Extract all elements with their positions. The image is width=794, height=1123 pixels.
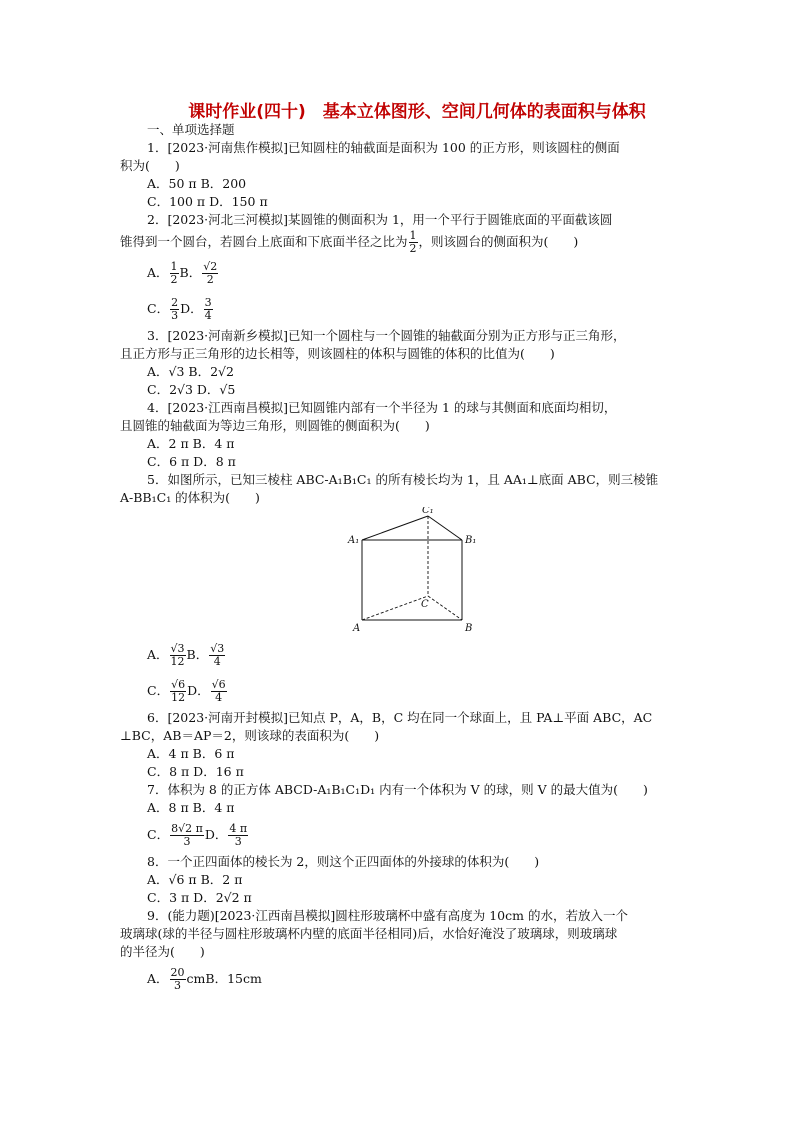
option-row: C．100 π D．150 π [147,194,268,209]
option-row [120,817,680,853]
option-label: C． [147,683,170,698]
question-text: 3．[2023·河南新乡模拟]已知一个圆柱与一个圆锥的轴截面分别为正方形与正三角形， [147,328,626,343]
denominator: 3 [174,978,182,992]
question-text: 积为( ) [120,158,180,173]
fraction [170,643,186,668]
label-b: B [465,623,473,634]
question-text: 1．[2023·河南焦作模拟]已知圆柱的轴截面是面积为 100 的正方形，则该圆柱的侧面 [147,140,620,155]
fraction [211,679,227,704]
question-text: 玻璃球(球的半径与圆柱形玻璃杯内壁的底面半径相同)后，水恰好淹没了玻璃球，则玻璃球 [120,926,618,941]
question-2 [120,211,680,327]
denominator: 4 [215,690,223,704]
question-7 [120,781,680,853]
numerator: 8√2 π [171,821,203,835]
label-c1: C₁ [422,507,434,516]
option-row [120,291,680,327]
option-label: C． [147,827,170,842]
fraction [204,297,213,322]
question-text-part: ，则该圆台的侧面积为( ) [418,234,579,249]
question-text: 9．(能力题)[2023·江西南昌模拟]圆柱形玻璃杯中盛有高度为 10cm 的水，若放入一个 [147,908,628,923]
numerator: 3 [204,295,212,309]
option-label: D． [180,301,203,316]
denominator: 4 [213,654,221,668]
fraction [170,261,179,286]
prism-figure [120,507,680,637]
prism-diagram [120,507,680,637]
option-label: B． [179,265,202,280]
label-b1: B₁ [465,535,477,546]
question-text: 5．如图所示，已知三棱柱 ABC-A₁B₁C₁ 的所有棱长均为 1，且 AA₁⊥底面 ABC，则三棱锥 [147,472,659,487]
question-text: 4．[2023·江西南昌模拟]已知圆锥内部有一个半径为 1 的球与其侧面和底面均相切， [147,400,617,415]
denominator: 3 [171,308,179,322]
option-label: B．15cm [205,971,262,986]
question-1 [120,139,680,211]
option-label: A． [147,971,169,986]
denominator: 4 [204,308,212,322]
numerator: √3 [210,641,225,655]
option-row: A．50 π B．200 [147,176,247,191]
option-row: C．2√3 D．√5 [147,382,236,397]
fraction [228,823,248,848]
option-row: C．8 π D．16 π [147,764,244,779]
option-row [120,255,680,291]
denominator: 12 [170,654,185,668]
numerator: √2 [203,259,218,273]
question-text: 的半径为( ) [120,944,205,959]
option-row: A．4 π B．6 π [147,746,235,761]
fraction [170,823,204,848]
question-list [120,121,680,997]
question-text: 且正方形与正三角形的边长相等，则该圆柱的体积与圆锥的体积的比值为( ) [120,346,555,361]
question-text: 7．体积为 8 的正方体 ABCD-A₁B₁C₁D₁ 内有一个体积为 V 的球，则 V 的最大值为( ) [147,782,648,797]
denominator: 2 [409,241,417,255]
numerator: 4 π [229,821,248,835]
option-row: C．3 π D．2√2 π [147,890,252,905]
option-row: C．6 π D．8 π [147,454,236,469]
fraction [209,643,225,668]
label-c: C [421,599,429,610]
section-heading: 一、单项选择题 [147,122,235,137]
option-row: A．√6 π B．2 π [147,872,243,887]
fraction [409,230,418,255]
denominator: 3 [183,834,191,848]
numerator: 1 [170,259,178,273]
question-text: 8．一个正四面体的棱长为 2，则这个正四面体的外接球的体积为( ) [147,854,540,869]
option-label: C． [147,301,170,316]
numerator: √6 [211,677,226,691]
option-row [120,673,680,709]
option-label: A． [147,647,169,662]
fraction [170,967,186,992]
label-a: A [353,623,361,634]
denominator: 2 [170,272,178,286]
question-text: ⊥BC，AB＝AP＝2，则该球的表面积为( ) [120,728,380,743]
question-5 [120,471,680,709]
question-3 [120,327,680,399]
option-label: D． [187,683,210,698]
fraction [202,261,218,286]
unit: cm [186,971,206,986]
question-text: 且圆锥的轴截面为等边三角形，则圆锥的侧面积为( ) [120,418,430,433]
question-text-part: 锥得到一个圆台，若圆台上底面和下底面半径之比为 [120,234,408,249]
numerator: 2 [171,295,179,309]
denominator: 2 [206,272,214,286]
label-a1: A₁ [348,535,360,546]
question-text [120,229,680,255]
question-text: 2．[2023·河北三河模拟]某圆锥的侧面积为 1，用一个平行于圆锥底面的平面截该圆 [147,212,613,227]
fraction [170,297,179,322]
option-row: A．8 π B．4 π [147,800,235,815]
question-text: 6．[2023·河南开封模拟]已知点 P，A，B，C 均在同一个球面上，且 PA⊥平面 ABC，AC [147,710,653,725]
denominator: 3 [234,834,242,848]
page-title: 课时作业(四十) 基本立体图形、空间几何体的表面积与体积 [188,102,646,122]
numerator: √6 [171,677,186,691]
question-4 [120,399,680,471]
numerator: 20 [170,965,185,979]
question-6 [120,709,680,781]
option-row: A．2 π B．4 π [147,436,235,451]
question-text: A-BB₁C₁ 的体积为( ) [120,490,260,505]
option-label: B． [186,647,209,662]
fraction [170,679,186,704]
option-row: A．√3 B．2√2 [147,364,234,379]
numerator: √3 [170,641,185,655]
option-label: D． [204,827,228,842]
option-row [120,961,680,997]
question-9 [120,907,680,997]
option-row [120,637,680,673]
option-label: A． [147,265,169,280]
denominator: 12 [171,690,186,704]
question-8 [120,853,680,907]
numerator: 1 [409,228,417,242]
